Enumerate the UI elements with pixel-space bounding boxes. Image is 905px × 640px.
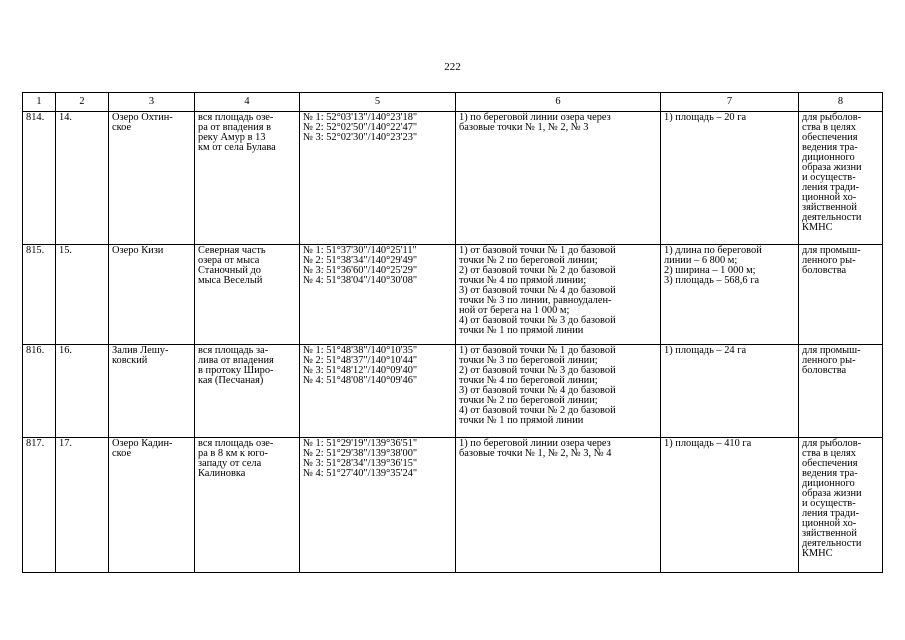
row-number: 815. — [23, 245, 56, 345]
base-point-coordinates: № 1: 51°48'38"/140°10'35" № 2: 51°48'37"/140°10'44" № 3: 51°48'12"/140°09'40" № 4: 51°48'08"/140°09'46" — [300, 345, 456, 438]
column-header: 4 — [195, 93, 300, 112]
base-point-coordinates: № 1: 51°37'30"/140°25'11" № 2: 51°38'34"/140°29'49" № 3: 51°36'60"/140°25'29" № 4: 51°38'04"/140°30'08" — [300, 245, 456, 345]
column-header: 8 — [799, 93, 883, 112]
usage-purpose: для рыболов- ства в целях обеспечения ведения тра- диционного образа жизни и осуществ- ления тради- ционной хо- зяйственной деятельности КМНС — [799, 438, 883, 573]
table-header-row — [23, 93, 883, 112]
water-body-name: Озеро Охтин- ское — [109, 112, 195, 245]
base-point-coordinates: № 1: 51°29'19"/139°36'51" № 2: 51°29'38"/139°38'00" № 3: 51°28'34"/139°36'15" № 4: 51°27'40"/139°35'24" — [300, 438, 456, 573]
column-header: 3 — [109, 93, 195, 112]
water-body-name: Залив Лешу- ковский — [109, 345, 195, 438]
column-header: 5 — [300, 93, 456, 112]
base-point-coordinates: № 1: 52°03'13"/140°23'18" № 2: 52°02'50"/140°22'47" № 3: 52°02'30"/140°23'23" — [300, 112, 456, 245]
area-location: вся площадь озе- ра от впадения в реку Амур в 13 км от села Булава — [195, 112, 300, 245]
boundary-description: 1) от базовой точки № 1 до базовой точки № 3 по береговой линии; 2) от базовой точки № 3 до базовой точки № 4 по береговой линии; 3) от базовой точки № 4 до базовой точки № 2 по береговой линии; 4) от базовой точки № 2 до базовой точки № 1 по прямой линии — [456, 345, 661, 438]
area-parameters: 1) площадь – 20 га — [661, 112, 799, 245]
page-number: 222 — [444, 61, 461, 73]
row-index: 14. — [56, 112, 109, 245]
usage-purpose: для промыш- ленного ры- боловства — [799, 345, 883, 438]
column-header: 2 — [56, 93, 109, 112]
row-number: 814. — [23, 112, 56, 245]
table-row — [23, 245, 883, 345]
table-row — [23, 438, 883, 573]
table-row — [23, 345, 883, 438]
column-header: 7 — [661, 93, 799, 112]
column-header: 6 — [456, 93, 661, 112]
fishing-areas-table — [22, 92, 883, 573]
water-body-name: Озеро Кизи — [109, 245, 195, 345]
row-index: 16. — [56, 345, 109, 438]
usage-purpose: для рыболов- ства в целях обеспечения ведения тра- диционного образа жизни и осуществ- ления тради- ционной хо- зяйственной деятельности КМНС — [799, 112, 883, 245]
row-index: 17. — [56, 438, 109, 573]
boundary-description: 1) от базовой точки № 1 до базовой точки № 2 по береговой линии; 2) от базовой точки № 2 до базовой точки № 4 по прямой линии; 3) от базовой точки № 4 до базовой точки № 3 по линии, равноудален- ной от берега на 1 000 м; 4) от базовой точки № 3 до базовой точки № 1 по прямой линии — [456, 245, 661, 345]
area-parameters: 1) площадь – 410 га — [661, 438, 799, 573]
boundary-description: 1) по береговой линии озера через базовые точки № 1, № 2, № 3, № 4 — [456, 438, 661, 573]
row-number: 817. — [23, 438, 56, 573]
table-row — [23, 112, 883, 245]
column-header: 1 — [23, 93, 56, 112]
usage-purpose: для промыш- ленного ры- боловства — [799, 245, 883, 345]
area-parameters: 1) длина по береговой линии – 6 800 м; 2) ширина – 1 000 м; 3) площадь – 568,6 га — [661, 245, 799, 345]
area-location: Северная часть озера от мыса Станочный до мыса Веселый — [195, 245, 300, 345]
area-parameters: 1) площадь – 24 га — [661, 345, 799, 438]
row-index: 15. — [56, 245, 109, 345]
area-location: вся площадь за- лива от впадения в протоку Широ- кая (Песчаная) — [195, 345, 300, 438]
row-number: 816. — [23, 345, 56, 438]
water-body-name: Озеро Кадин- ское — [109, 438, 195, 573]
area-location: вся площадь озе- ра в 8 км к юго- западу от села Калиновка — [195, 438, 300, 573]
boundary-description: 1) по береговой линии озера через базовые точки № 1, № 2, № 3 — [456, 112, 661, 245]
